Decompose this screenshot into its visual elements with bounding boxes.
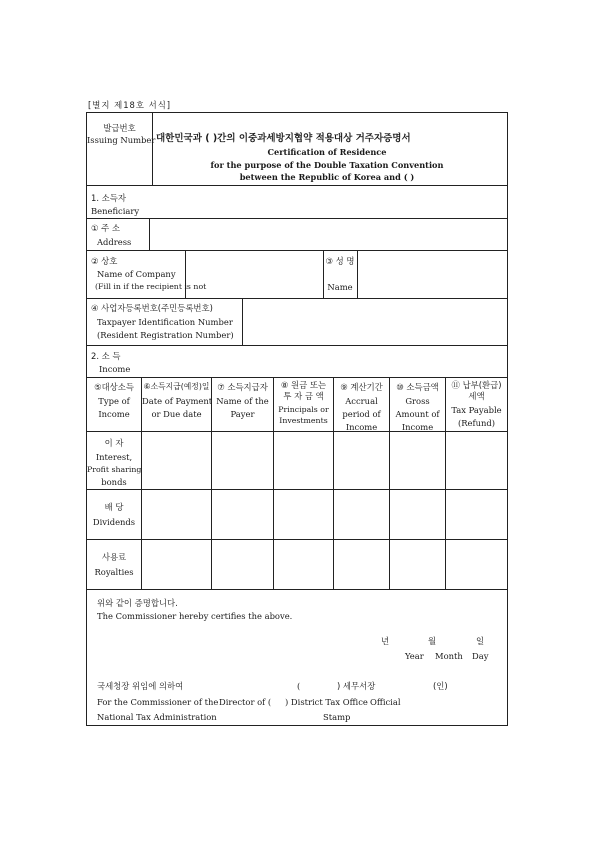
column-header-label-en: Gross	[405, 396, 430, 406]
divider	[87, 298, 507, 299]
official-label-en: Official	[370, 697, 401, 707]
beneficiary-section-label-en: Beneficiary	[91, 206, 140, 216]
row-label-en: bonds	[101, 477, 127, 487]
divider	[152, 113, 153, 185]
divider	[87, 250, 507, 251]
column-header-label-en: Tax Payable	[451, 405, 502, 415]
column-header-label-en: Income	[345, 422, 378, 432]
column-header-accrual-period	[334, 378, 389, 431]
column-header-label: ⑪ 납부(환급)	[451, 380, 502, 390]
commission-label-en: National Tax Administration	[97, 712, 217, 722]
column-header-label-en: Accrual	[345, 396, 378, 406]
divider	[357, 250, 358, 298]
income-section-label-en: Income	[99, 364, 131, 374]
column-header-label-en: Payer	[230, 409, 255, 419]
document-title: 대한민국과 ( )간의 이중과세방지협약 적용대상 거주자증명서	[156, 133, 411, 144]
issuing-number-label-en: Issuing Number	[87, 135, 156, 145]
seal-label: (인)	[433, 681, 448, 691]
column-header-label: 투 자 금 액	[283, 391, 324, 401]
column-header-label-en: Principals or	[278, 405, 329, 414]
company-label: ② 상호	[91, 256, 118, 266]
address-label-en: Address	[97, 237, 132, 247]
column-header-label-en: Income	[401, 422, 434, 432]
row-label-en: Profit sharing	[87, 465, 142, 474]
address-label: ① 주 소	[91, 223, 121, 233]
column-header-label-en: Income	[98, 409, 130, 419]
row-label: 이 자	[104, 438, 124, 448]
column-header-payer	[212, 378, 273, 431]
tax-office-label-en: ) District Tax Office	[285, 697, 368, 707]
tax-office-director-label: ) 세무서장	[337, 681, 376, 691]
residence-certificate-form	[86, 112, 508, 726]
divider	[87, 539, 507, 540]
commission-label: 국세청장 위임에 의하여	[97, 681, 184, 691]
row-label-en: Interest,	[95, 452, 133, 462]
day-label-en: Day	[472, 651, 489, 661]
column-header-label: ⑧ 원금 또는	[280, 380, 327, 390]
column-header-principals	[274, 378, 333, 431]
document-title-en: Certification of Residence	[267, 147, 387, 157]
column-header-label: ⑩ 소득금액	[396, 382, 439, 392]
row-label-en: Dividends	[92, 517, 136, 527]
column-header-type-of-income	[87, 378, 141, 431]
divider	[87, 185, 507, 186]
divider	[87, 345, 507, 346]
document-title-en: for the purpose of the Double Taxation Convention	[210, 160, 444, 170]
taxpayer-id-label: ④ 사업자등록번호(주민등록번호)	[91, 303, 213, 313]
divider	[87, 489, 507, 490]
column-header-label-en: Date of Payment	[142, 396, 213, 406]
column-header-label-en: Name of the	[216, 396, 269, 406]
divider	[242, 298, 243, 345]
divider	[87, 218, 507, 219]
name-label: ③ 성 명	[325, 256, 355, 266]
column-header-label-en: (Refund)	[457, 418, 496, 428]
table-row-royalties	[87, 540, 141, 589]
table-row-dividends	[87, 490, 141, 539]
year-label: 년	[381, 636, 390, 646]
stamp-label-en: Stamp	[323, 712, 351, 722]
taxpayer-id-label-en: (Resident Registration Number)	[97, 330, 234, 340]
taxpayer-id-label-en: Taxpayer Identification Number	[97, 317, 233, 327]
row-label-en: Royalties	[94, 567, 134, 577]
column-header-label: 세액	[468, 391, 485, 401]
column-header-tax-payable	[446, 378, 507, 431]
day-label: 일	[476, 636, 485, 646]
document-title-en: between the Republic of Korea and ( )	[239, 172, 415, 182]
row-label: 사용료	[101, 552, 127, 562]
column-header-label-en: or Due date	[151, 409, 202, 419]
month-label: 월	[428, 636, 437, 646]
company-label-en: Name of Company	[97, 269, 176, 279]
column-header-label: ⑥소득지급(예정)일	[143, 382, 210, 391]
month-label-en: Month	[435, 651, 463, 661]
column-header-label-en: Type of	[98, 396, 130, 406]
year-label-en: Year	[405, 651, 424, 661]
column-header-label-en: period of	[342, 409, 381, 419]
column-header-label-en: Amount of	[395, 409, 440, 419]
row-label: 배 당	[104, 502, 124, 512]
certification-statement-en: The Commissioner hereby certifies the above.	[97, 611, 293, 621]
commission-label-en: For the Commissioner of the	[97, 697, 219, 707]
divider	[149, 218, 150, 250]
issuing-number-label: 발급번호	[103, 123, 136, 133]
column-header-payment-date	[142, 378, 211, 431]
divider	[87, 589, 507, 590]
column-header-label: ⑤대상소득	[94, 382, 134, 392]
beneficiary-section-label: 1. 소득자	[91, 193, 126, 203]
form-number-label: [별지 제18호 서식]	[88, 100, 172, 110]
income-section-label: 2. 소 득	[91, 351, 121, 361]
tax-office-paren: (	[297, 681, 301, 691]
column-header-label: ⑦ 소득지급자	[217, 382, 268, 392]
table-row-interest	[87, 432, 141, 489]
column-header-gross-amount	[390, 378, 445, 431]
name-label-en: Name	[327, 282, 353, 292]
column-header-label-en: Investments	[279, 416, 328, 425]
column-header-label: ⑨ 계산기간	[340, 382, 383, 392]
certification-statement: 위와 같이 증명합니다.	[97, 598, 178, 608]
director-label-en: Director of (	[219, 697, 272, 707]
company-note: (Fill in if the recipient is not	[95, 282, 207, 291]
